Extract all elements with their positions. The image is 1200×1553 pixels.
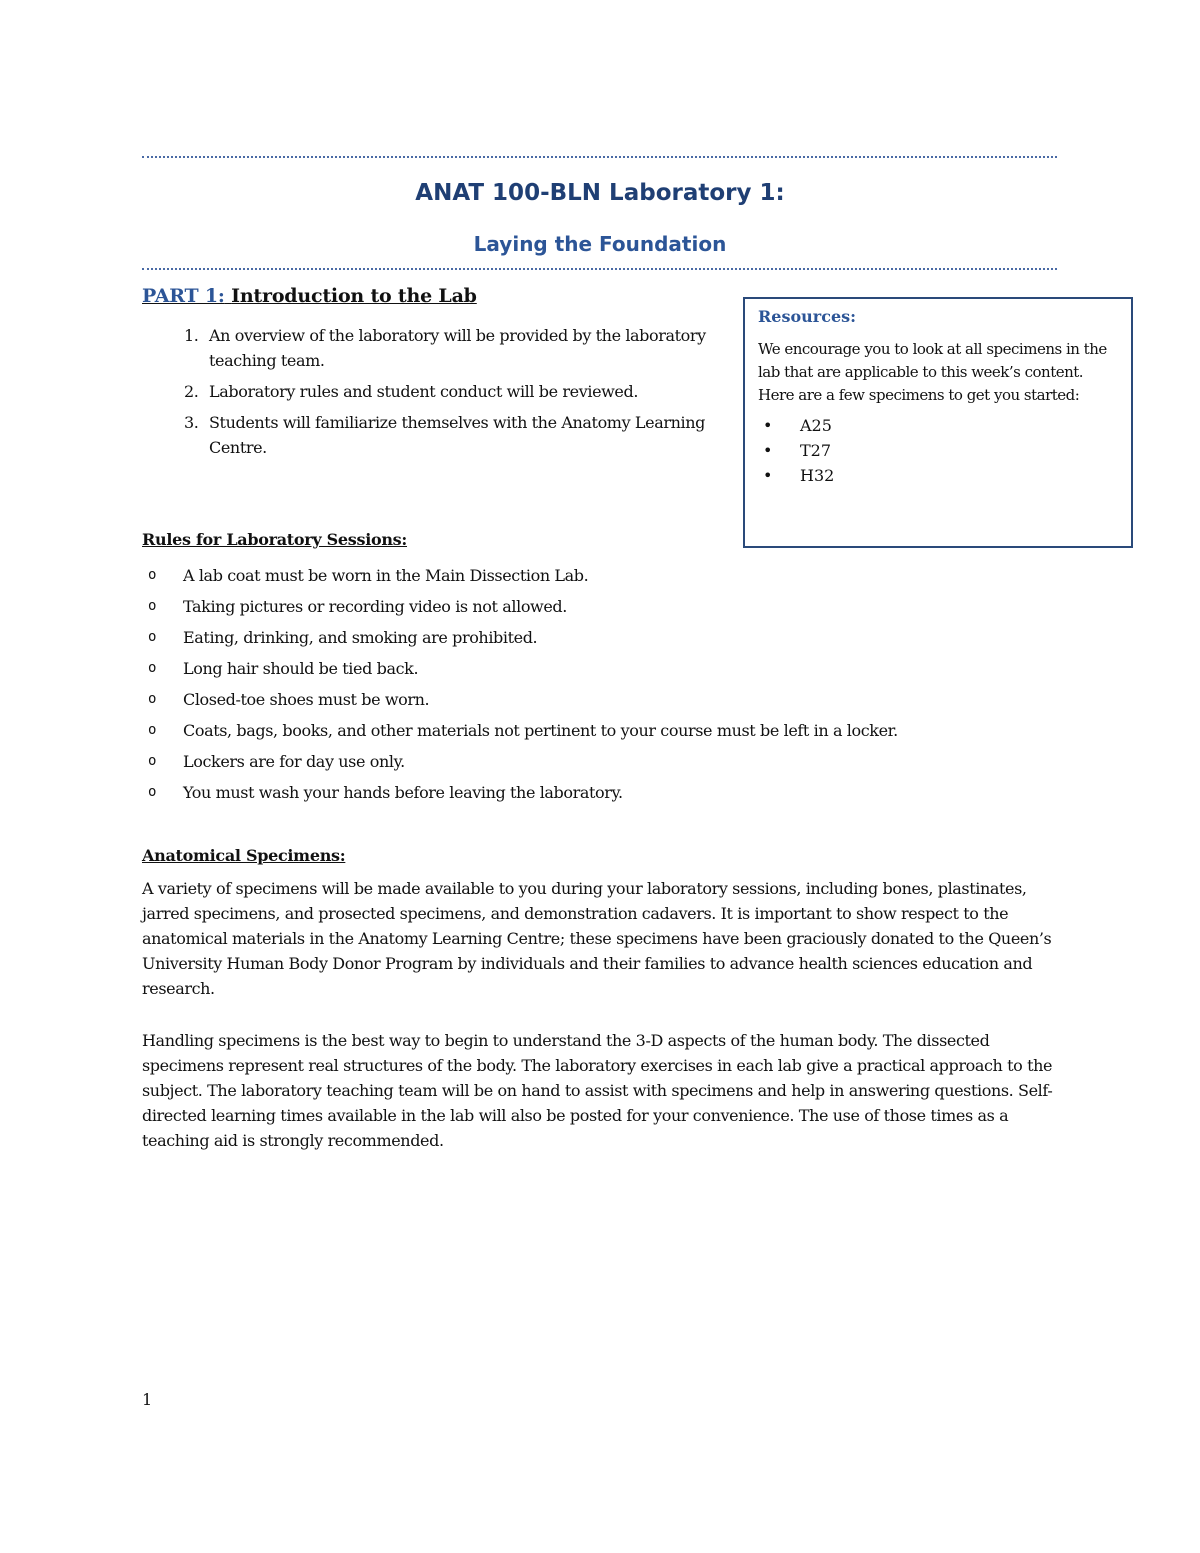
list-item-number: 2. bbox=[184, 382, 199, 401]
list-item bbox=[142, 379, 732, 404]
resource-item bbox=[758, 438, 1119, 463]
rule-item bbox=[142, 560, 1102, 591]
list-item bbox=[142, 410, 732, 460]
circle-bullet-icon: o bbox=[148, 629, 157, 645]
resource-item bbox=[758, 463, 1119, 488]
rule-item bbox=[142, 746, 1102, 777]
circle-bullet-icon: o bbox=[148, 598, 157, 614]
specimens-paragraph-1: A variety of specimens will be made available to you during your laboratory sessions, including bones, plastinates, jarred specimens, and prosected specimens, and demonstration cadavers. It is important to show respect to the anatomical materials in the Anatomy Learning Centre; these specimens have been graciously donated to the Queen’s University Human Body Donor Program by individuals and their families to advance health sciences education and research. bbox=[142, 879, 1052, 998]
rules-list bbox=[142, 560, 1102, 808]
list-item-text: An overview of the laboratory will be provided by the laboratory teaching team. bbox=[209, 326, 706, 370]
circle-bullet-icon: o bbox=[148, 691, 157, 707]
resources-title: Resources: bbox=[758, 307, 857, 326]
bullet-icon: • bbox=[763, 441, 773, 460]
part-1-label: PART 1: bbox=[142, 285, 225, 307]
rule-item bbox=[142, 591, 1102, 622]
intro-list bbox=[142, 323, 732, 466]
rule-item-text: Lockers are for day use only. bbox=[183, 752, 405, 771]
rule-item-text: Taking pictures or recording video is not allowed. bbox=[183, 597, 567, 616]
header-top-divider bbox=[142, 156, 1057, 158]
list-item-text: Laboratory rules and student conduct will be reviewed. bbox=[209, 382, 639, 401]
list-item-text: Students will familiarize themselves with the Anatomy Learning Centre. bbox=[209, 413, 705, 457]
resources-list bbox=[758, 413, 1119, 488]
rule-item-text: Closed-toe shoes must be worn. bbox=[183, 690, 430, 709]
circle-bullet-icon: o bbox=[148, 722, 157, 738]
header-bottom-divider bbox=[142, 268, 1057, 270]
bullet-icon: • bbox=[763, 466, 773, 485]
anatomical-specimens-heading: Anatomical Specimens: bbox=[142, 846, 346, 865]
part-1-heading bbox=[142, 285, 477, 307]
rule-item bbox=[142, 777, 1102, 808]
page-title: ANAT 100-BLN Laboratory 1: bbox=[415, 180, 785, 206]
list-item bbox=[142, 323, 732, 373]
circle-bullet-icon: o bbox=[148, 660, 157, 676]
resource-item-code: T27 bbox=[800, 441, 832, 460]
circle-bullet-icon: o bbox=[148, 567, 157, 583]
page-subtitle: Laying the Foundation bbox=[473, 232, 727, 256]
list-item-number: 3. bbox=[184, 413, 199, 432]
rule-item-text: Long hair should be tied back. bbox=[183, 659, 419, 678]
resource-item bbox=[758, 413, 1119, 438]
rule-item-text: Eating, drinking, and smoking are prohibited. bbox=[183, 628, 538, 647]
list-item-number: 1. bbox=[184, 326, 199, 345]
rule-item bbox=[142, 715, 1102, 746]
bullet-icon: • bbox=[763, 416, 773, 435]
resources-box bbox=[743, 297, 1133, 548]
rule-item-text: You must wash your hands before leaving the laboratory. bbox=[183, 783, 623, 802]
resource-item-code: A25 bbox=[800, 416, 832, 435]
circle-bullet-icon: o bbox=[148, 784, 157, 800]
rule-item bbox=[142, 622, 1102, 653]
rules-heading: Rules for Laboratory Sessions: bbox=[142, 530, 408, 549]
page-number: 1 bbox=[142, 1390, 153, 1409]
resource-item-code: H32 bbox=[800, 466, 835, 485]
rule-item bbox=[142, 684, 1102, 715]
rule-item-text: Coats, bags, books, and other materials not pertinent to your course must be left in a locker. bbox=[183, 721, 898, 740]
circle-bullet-icon: o bbox=[148, 753, 157, 769]
rule-item bbox=[142, 653, 1102, 684]
resources-text: We encourage you to look at all specimens in the lab that are applicable to this week’s content. Here are a few specimens to get you started: bbox=[758, 340, 1107, 404]
specimens-paragraph-2: Handling specimens is the best way to begin to understand the 3-D aspects of the human body. The dissected specimens represent real structures of the body. The laboratory exercises in each lab give a practical approach to the subject. The laboratory teaching team will be on hand to assist with specimens and help in answering questions. Self-directed learning times available in the lab will also be posted for your convenience. The use of those times as a teaching aid is strongly recommended. bbox=[142, 1031, 1053, 1150]
part-1-title: Introduction to the Lab bbox=[231, 285, 477, 307]
rule-item-text: A lab coat must be worn in the Main Dissection Lab. bbox=[183, 566, 589, 585]
